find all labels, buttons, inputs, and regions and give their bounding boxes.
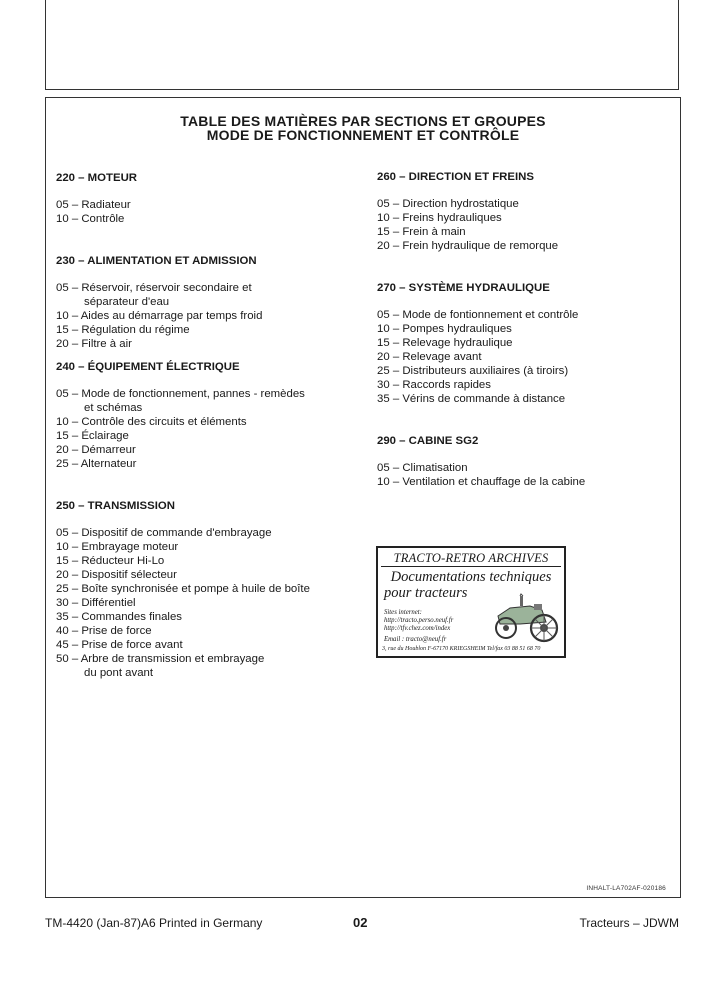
list-item: 15 – Relevage hydraulique [377, 337, 513, 349]
archive-stamp [376, 546, 566, 658]
list-item: 20 – Relevage avant [377, 351, 482, 363]
list-item-continuation: et schémas [84, 402, 143, 414]
stamp-title-line1: Documentations techniques [390, 569, 552, 585]
stamp-address: 3, rue du Houblon F-67170 KRIEGSHEIM Tel/fax 03 88 51 68 70 [382, 646, 541, 652]
list-item: 05 – Dispositif de commande d'embrayage [56, 527, 272, 539]
contents-frame [45, 97, 681, 898]
list-item: 10 – Embrayage moteur [56, 541, 179, 553]
section-heading: 290 – CABINE SG2 [377, 435, 479, 447]
list-item: 20 – Frein hydraulique de remorque [377, 240, 559, 252]
list-item: 10 – Aides au démarrage par temps froid [56, 310, 263, 322]
section-heading: 240 – ÉQUIPEMENT ÉLECTRIQUE [56, 361, 240, 373]
left-column [56, 171, 310, 680]
list-item: 05 – Réservoir, réservoir secondaire et [56, 282, 252, 294]
stamp-sites-label: Sites internet: [384, 609, 422, 616]
right-column [377, 170, 585, 489]
section-240 [56, 360, 310, 471]
list-item: 10 – Contrôle [56, 213, 125, 225]
section-230 [56, 254, 310, 351]
list-item: 25 – Distributeurs auxiliaires (à tiroirs) [377, 365, 569, 377]
section-heading: 230 – ALIMENTATION ET ADMISSION [56, 255, 257, 267]
list-item-continuation: du pont avant [84, 667, 154, 679]
section-250 [56, 499, 310, 680]
page-title-line2: MODE DE FONCTIONNEMENT ET CONTRÔLE [206, 127, 520, 143]
tractor-icon [490, 592, 562, 644]
list-item: 05 – Mode de fontionnement et contrôle [377, 309, 579, 321]
section-220 [56, 171, 310, 226]
list-item: 10 – Pompes hydrauliques [377, 323, 512, 335]
list-item: 15 – Réducteur Hi-Lo [56, 555, 165, 567]
page-title-line1: TABLE DES MATIÈRES PAR SECTIONS ET GROUPES [180, 113, 546, 129]
stamp-title-line2: pour tracteurs [384, 585, 468, 601]
footer-title: Tracteurs – JDWM [579, 916, 679, 930]
footer-publication: TM-4420 (Jan-87)A6 Printed in Germany [45, 916, 263, 930]
list-item: 15 – Éclairage [56, 430, 129, 442]
list-item: 25 – Alternateur [56, 458, 137, 470]
list-item: 45 – Prise de force avant [56, 639, 183, 651]
list-item: 05 – Radiateur [56, 199, 131, 211]
section-heading: 250 – TRANSMISSION [56, 500, 176, 512]
list-item: 20 – Filtre à air [56, 338, 132, 350]
list-item: 15 – Frein à main [377, 226, 466, 238]
section-heading: 270 – SYSTÈME HYDRAULIQUE [377, 282, 550, 294]
list-item: 20 – Démarreur [56, 444, 136, 456]
section-260 [377, 170, 585, 253]
list-item: 40 – Prise de force [56, 625, 152, 637]
list-item: 10 – Ventilation et chauffage de la cabine [377, 476, 586, 488]
section-290 [377, 434, 585, 489]
section-heading: 220 – MOTEUR [56, 172, 138, 184]
list-item: 25 – Boîte synchronisée et pompe à huile de boîte [56, 583, 310, 595]
stamp-header: TRACTO-RETRO ARCHIVES [381, 551, 561, 567]
list-item: 05 – Climatisation [377, 462, 468, 474]
list-item: 35 – Vérins de commande à distance [377, 393, 566, 405]
list-item: 10 – Contrôle des circuits et éléments [56, 416, 247, 428]
page-number: 02 [353, 915, 368, 930]
list-item: 30 – Différentiel [56, 597, 136, 609]
stamp-site2: http://tfv.chez.com/index [384, 625, 451, 632]
stamp-sites [384, 609, 453, 644]
list-item-continuation: séparateur d'eau [84, 296, 170, 308]
list-item: 05 – Direction hydrostatique [377, 198, 519, 210]
list-item: 20 – Dispositif sélecteur [56, 569, 177, 581]
list-item: 10 – Freins hydrauliques [377, 212, 502, 224]
list-item: 30 – Raccords rapides [377, 379, 491, 391]
list-item: 15 – Régulation du régime [56, 324, 190, 336]
stamp-email: Email : tracto@neuf.fr [384, 636, 447, 643]
list-item: 35 – Commandes finales [56, 611, 182, 623]
list-item: 05 – Mode de fonctionnement, pannes - remèdes [56, 388, 305, 400]
section-270 [377, 281, 585, 406]
stamp-site1: http://tracto.perso.neuf.fr [384, 617, 454, 624]
document-code: INHALT-LA702AF-020186 [586, 885, 666, 892]
top-frame [45, 0, 679, 90]
section-heading: 260 – DIRECTION ET FREINS [377, 171, 534, 183]
list-item: 50 – Arbre de transmission et embrayage [56, 653, 265, 665]
